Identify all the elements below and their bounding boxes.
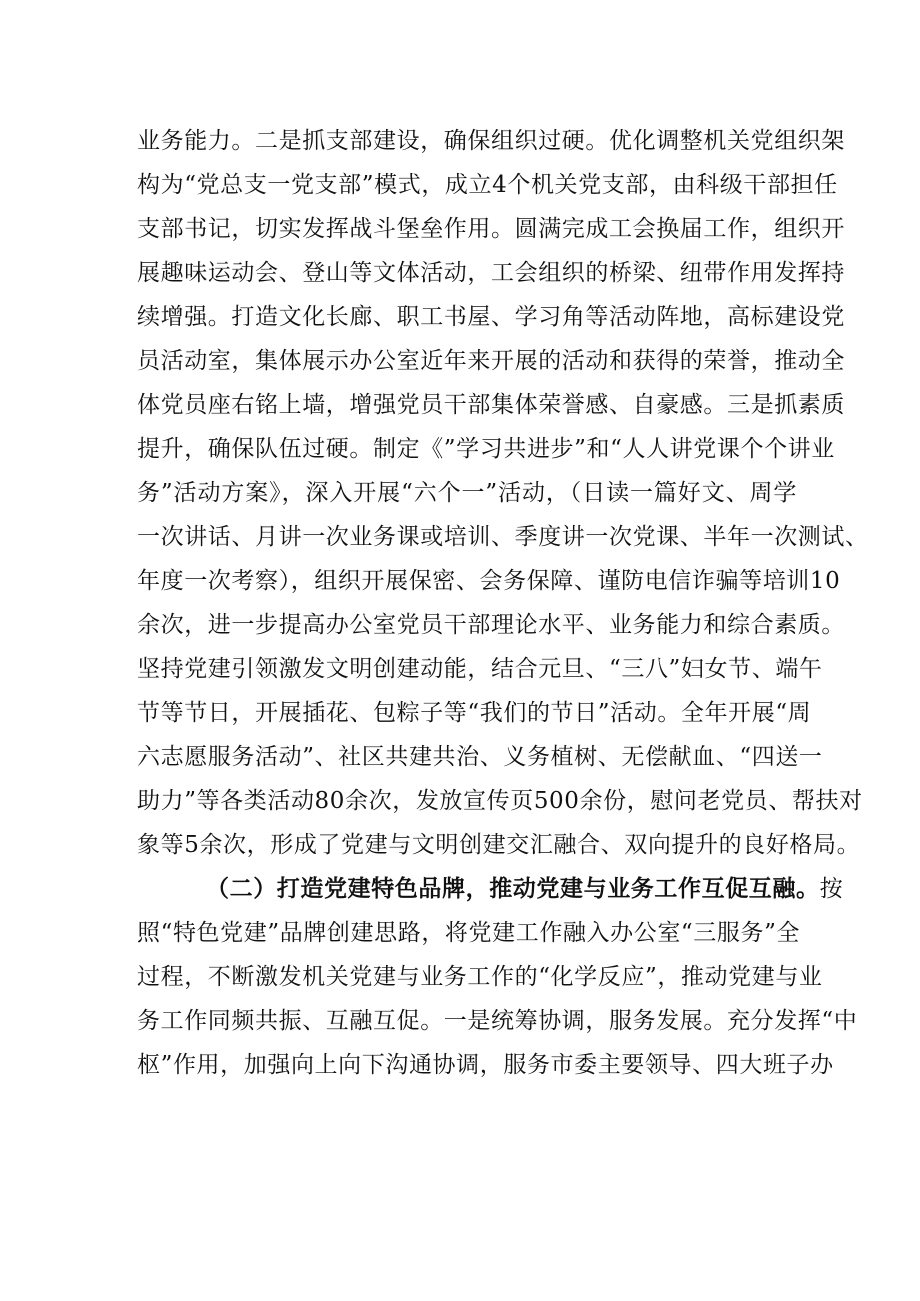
section-heading-line [137,871,844,915]
paragraph-line: 六志愿服务活动”、社区共建共治、义务植树、无偿献血、“四送一 [137,744,823,770]
paragraph-line: 枢”作用，加强向上向下沟通协调，服务市委主要领导、四大班子办 [137,1052,834,1078]
paragraph-line: 提升，确保队伍过硬。制定《”学习共进步”和“人人讲党课个个讲业 [137,436,835,462]
paragraph-line: 照“特色党建”品牌创建思路，将党建工作融入办公室“三服务”全 [137,920,801,946]
paragraph-line: 余次，进一步提高办公室党员干部理论水平、业务能力和综合素质。 [137,612,845,638]
paragraph-line: 业务能力。二是抓支部建设，确保组织过硬。优化调整机关党组织架 [137,128,845,154]
paragraph-line: 坚持党建引领激发文明创建动能，结合元旦、“三八”妇女节、端午 [137,656,823,682]
section-heading: （二）打造党建特色品牌，推动党建与业务工作互促互融。 [206,875,820,902]
paragraph-line: 过程，不断激发机关党建与业务工作的“化学反应”，推动党建与业 [137,964,823,990]
paragraph-line: 体党员座右铭上墙，增强党员干部集体荣誉感、自豪感。三是抓素质 [137,392,845,418]
paragraph-line: 节等节日，开展插花、包粽子等“我们的节日”活动。全年开展“周 [137,700,812,726]
paragraph-line: 展趣味运动会、登山等文体活动，工会组织的桥梁、纽带作用发挥持 [137,260,845,286]
paragraph-line: 续增强。打造文化长廊、职工书屋、学习角等活动阵地，高标建设党 [137,304,845,330]
paragraph-line: 构为“党总支一党支部”模式，成立4个机关党支部，由科级干部担任 [137,172,838,198]
paragraph-line: 员活动室，集体展示办公室近年来开展的活动和获得的荣誉，推动全 [137,348,845,374]
document-body [137,123,869,1091]
paragraph-line: 一次讲话、月讲一次业务课或培训、季度讲一次党课、半年一次测试、 [137,524,869,550]
paragraph-line: 务工作同频共振、互融互促。一是统筹协调，服务发展。充分发挥“中 [137,1008,858,1034]
paragraph-line: 象等5余次，形成了党建与文明创建交汇融合、双向提升的良好格局。 [137,832,861,858]
paragraph-line: 务”活动方案》，深入开展“六个一”活动，（日读一篇好文、周学 [137,480,797,506]
paragraph-line: 助力”等各类活动80余次，发放宣传页500余份，慰问老党员、帮扶对 [137,788,863,814]
section-heading-tail: 按 [819,876,844,902]
paragraph-line: 支部书记，切实发挥战斗堡垒作用。圆满完成工会换届工作，组织开 [137,216,845,242]
paragraph-line: 年度一次考察），组织开展保密、会务保障、谨防电信诈骗等培训10 [137,568,841,594]
